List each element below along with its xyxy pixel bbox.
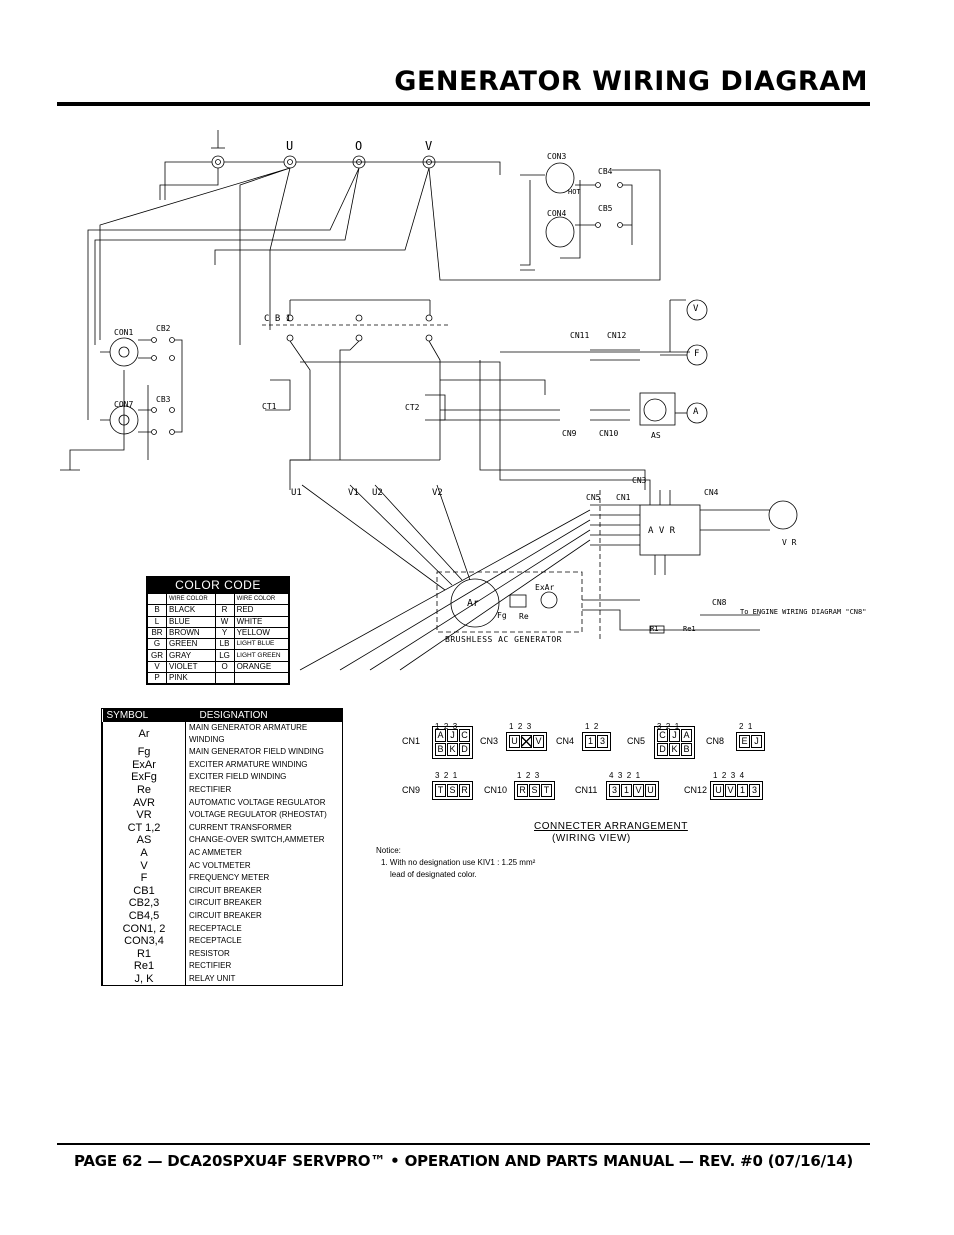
- symbol-row: [103, 834, 343, 847]
- label-cb2: CB2: [156, 324, 171, 333]
- connector-housing: [606, 781, 659, 800]
- label-cb1: C B 1: [264, 314, 292, 324]
- connector-arrangement-subtitle: (WIRING VIEW): [552, 833, 631, 844]
- label-v2: V2: [432, 488, 443, 498]
- symbol-cell: ExAr: [103, 759, 186, 772]
- color-row: BR BROWN Y YELLOW: [148, 627, 289, 638]
- connector-name: CN9: [402, 785, 421, 795]
- connector-pin: 1: [621, 784, 632, 797]
- symbol-table: [101, 708, 343, 986]
- connector-name: CN10: [484, 785, 508, 795]
- connector-pin: K: [447, 743, 458, 756]
- label-v1: V1: [348, 488, 359, 498]
- symbol-cell: ExFg: [103, 771, 186, 784]
- label-cb4: CB4: [598, 167, 613, 176]
- connector-pin: J: [669, 729, 680, 742]
- connector-pin: S: [529, 784, 540, 797]
- connector-pin: R: [459, 784, 470, 797]
- connector-pin: 1: [585, 735, 596, 748]
- designation-cell: RECTIFIER: [186, 960, 343, 973]
- connector-pin: V: [633, 784, 644, 797]
- footer-rule: [57, 1143, 870, 1145]
- connector-pin: 3: [597, 735, 608, 748]
- notice-line-1: 1. With no designation use KIV1 : 1.25 mm²: [381, 858, 536, 867]
- label-cn10: CN10: [599, 429, 619, 438]
- symbol-row: [103, 948, 343, 961]
- symbol-row: [103, 897, 343, 910]
- color-row: B BLACK R RED: [148, 605, 289, 616]
- label-exar: ExAr: [535, 583, 555, 592]
- label-cn4: CN4: [704, 488, 719, 497]
- symbol-cell: CB4,5: [103, 910, 186, 923]
- connector-name: CN4: [556, 736, 575, 746]
- connector-pin-numbers: 4 3 2 1: [609, 771, 641, 780]
- label-ar: Ar: [467, 598, 480, 609]
- connector-pin: V: [725, 784, 736, 797]
- page-title: GENERATOR WIRING DIAGRAM: [394, 66, 868, 97]
- connector-pin: U: [645, 784, 656, 797]
- wire-color-header: WIRE COLOR: [167, 594, 216, 605]
- designation-cell: CIRCUIT BREAKER: [186, 910, 343, 923]
- label-cn11: CN11: [570, 331, 590, 340]
- label-u2: U2: [372, 488, 383, 498]
- symbol-cell: J, K: [103, 973, 186, 986]
- connector-pin-numbers: 2 1: [739, 722, 753, 731]
- designation-cell: EXCITER FIELD WINDING: [186, 771, 343, 784]
- designation-cell: CURRENT TRANSFORMER: [186, 822, 343, 835]
- designation-cell: RESISTOR: [186, 948, 343, 961]
- designation-cell: MAIN GENERATOR FIELD WINDING: [186, 746, 343, 759]
- color-row: V VIOLET O ORANGE: [148, 661, 289, 672]
- color-code-title: COLOR CODE: [147, 577, 289, 593]
- connector-pin: C: [459, 729, 470, 742]
- label-cn9: CN9: [562, 429, 577, 438]
- designation-cell: RECEPTACLE: [186, 922, 343, 935]
- designation-cell: CIRCUIT BREAKER: [186, 885, 343, 898]
- designation-cell: RECEPTACLE: [186, 935, 343, 948]
- label-avr: A V R: [648, 526, 676, 536]
- label-meter-a: A: [693, 407, 699, 417]
- symbol-cell: VR: [103, 809, 186, 822]
- label-meter-f: F: [694, 349, 700, 359]
- connector-housing: [506, 732, 547, 751]
- symbol-cell: Re1: [103, 960, 186, 973]
- connector-housing: [654, 726, 695, 759]
- connector-pin: B: [435, 743, 446, 756]
- connector-pin-numbers: 1 2: [585, 722, 599, 731]
- designation-cell: CHANGE-OVER SWITCH,AMMETER: [186, 834, 343, 847]
- page-footer: PAGE 62 — DCA20SPXU4F SERVPRO™ • OPERATION AND PARTS MANUAL — REV. #0 (07/16/14): [73, 1152, 854, 1170]
- label-cb5: CB5: [598, 204, 613, 213]
- label-vr: V R: [782, 538, 797, 547]
- label-con7: CON7: [114, 400, 134, 409]
- connector-pin: U: [509, 735, 520, 748]
- label-con3: CON3: [547, 152, 567, 161]
- symbol-cell: AVR: [103, 796, 186, 809]
- color-row: P PINK: [148, 673, 289, 684]
- connector-pin: R: [517, 784, 528, 797]
- connector-pin: 3: [609, 784, 620, 797]
- symbol-cell: Fg: [103, 746, 186, 759]
- symbol-row: [103, 722, 343, 746]
- connector-housing: [514, 781, 555, 800]
- symbol-row: [103, 973, 343, 986]
- color-row: L BLUE W WHITE: [148, 616, 289, 627]
- connector-name: CN8: [706, 736, 725, 746]
- connector-pin-numbers: 1 2 3: [509, 722, 532, 731]
- symbol-header: SYMBOL: [103, 709, 186, 722]
- connector-pin: U: [713, 784, 724, 797]
- symbol-row: [103, 960, 343, 973]
- color-code-table: [146, 576, 290, 685]
- symbol-row: [103, 885, 343, 898]
- connector-housing: [736, 732, 765, 751]
- label-ct2: CT2: [405, 403, 420, 412]
- connector-pin: K: [669, 743, 680, 756]
- symbol-row: [103, 796, 343, 809]
- connector-housing: [432, 781, 473, 800]
- wire-color-header: WIRE COLOR: [234, 594, 288, 605]
- symbol-row: [103, 922, 343, 935]
- label-meter-v: V: [693, 304, 699, 314]
- notice-title: Notice:: [376, 846, 401, 855]
- connector-pin: 1: [737, 784, 748, 797]
- symbol-row: [103, 784, 343, 797]
- connector-pin: J: [751, 735, 762, 748]
- connector-pin: T: [435, 784, 446, 797]
- designation-cell: FREQUENCY METER: [186, 872, 343, 885]
- connector-pin: D: [657, 743, 668, 756]
- symbol-row: [103, 910, 343, 923]
- connector-housing: [582, 732, 611, 751]
- symbol-cell: R1: [103, 948, 186, 961]
- label-re1: Re1: [683, 625, 696, 633]
- symbol-cell: CON3,4: [103, 935, 186, 948]
- designation-cell: MAIN GENERATOR ARMATURE WINDING: [186, 722, 343, 746]
- connector-pin: [521, 735, 532, 748]
- connector-name: CN3: [480, 736, 499, 746]
- label-cn5: CN5: [586, 493, 601, 502]
- symbol-row: [103, 822, 343, 835]
- designation-cell: RELAY UNIT: [186, 973, 343, 986]
- label-cn1: CN1: [616, 493, 631, 502]
- connector-pin: E: [739, 735, 750, 748]
- connector-name: CN12: [684, 785, 708, 795]
- notice-line-2: lead of designated color.: [390, 870, 477, 879]
- connector-housing: [432, 726, 473, 759]
- label-cn8: CN8: [712, 598, 727, 607]
- connector-pin-numbers: 1 2 3: [435, 722, 458, 731]
- designation-cell: RECTIFIER: [186, 784, 343, 797]
- connector-name: CN5: [627, 736, 646, 746]
- label-ct1: CT1: [262, 402, 277, 411]
- connector-pin: S: [447, 784, 458, 797]
- label-engine-ref: To ENGINE WIRING DIAGRAM "CN8": [740, 608, 867, 616]
- label-cn12: CN12: [607, 331, 627, 340]
- color-row: GR GRAY LG LIGHT GREEN: [148, 650, 289, 661]
- symbol-cell: A: [103, 847, 186, 860]
- designation-cell: AC AMMETER: [186, 847, 343, 860]
- designation-cell: CIRCUIT BREAKER: [186, 897, 343, 910]
- connector-pin: D: [459, 743, 470, 756]
- symbol-row: [103, 746, 343, 759]
- connector-pin: A: [435, 729, 446, 742]
- connector-pin: V: [533, 735, 544, 748]
- label-re: Re: [519, 612, 529, 621]
- designation-cell: EXCITER ARMATURE WINDING: [186, 759, 343, 772]
- connector-name: CN1: [402, 736, 421, 746]
- connector-pin-numbers: 3 2 1: [435, 771, 458, 780]
- connector-pin: T: [541, 784, 552, 797]
- symbol-cell: CON1, 2: [103, 922, 186, 935]
- designation-header: DESIGNATION: [186, 709, 343, 722]
- symbol-row: [103, 859, 343, 872]
- label-o: O: [355, 139, 363, 153]
- symbol-cell: F: [103, 872, 186, 885]
- color-row: G GREEN LB LIGHT BLUE: [148, 639, 289, 650]
- notice: [376, 845, 535, 881]
- symbol-cell: AS: [103, 834, 186, 847]
- connector-pin-numbers: 1 2 3: [517, 771, 540, 780]
- label-hot: HOT: [568, 188, 581, 196]
- connector-name: CN11: [575, 785, 598, 795]
- label-brushless: BRUSHLESS AC GENERATOR: [445, 635, 562, 644]
- label-u1: U1: [291, 488, 302, 498]
- connector-housing: [710, 781, 763, 800]
- symbol-row: [103, 872, 343, 885]
- symbol-row: [103, 809, 343, 822]
- symbol-cell: Re: [103, 784, 186, 797]
- label-u: U: [286, 139, 294, 153]
- label-v: V: [425, 139, 433, 153]
- label-r1: R1: [650, 625, 659, 633]
- connector-pin-numbers: 3 2 1: [657, 722, 680, 731]
- connector-pin: C: [657, 729, 668, 742]
- label-as: AS: [651, 431, 661, 440]
- label-fg: Fg: [497, 611, 507, 620]
- symbol-cell: V: [103, 859, 186, 872]
- symbol-cell: CB1: [103, 885, 186, 898]
- connector-pin: J: [447, 729, 458, 742]
- designation-cell: AC VOLTMETER: [186, 859, 343, 872]
- label-con4: CON4: [547, 209, 567, 218]
- connector-arrangement-title: CONNECTER ARRANGEMENT: [534, 821, 688, 832]
- symbol-cell: CT 1,2: [103, 822, 186, 835]
- symbol-row: [103, 759, 343, 772]
- connector-pin: B: [681, 743, 692, 756]
- symbol-row: [103, 935, 343, 948]
- symbol-row: [103, 771, 343, 784]
- symbol-row: [103, 847, 343, 860]
- connector-pin: A: [681, 729, 692, 742]
- symbol-cell: Ar: [103, 722, 186, 746]
- connector-pin-numbers: 1 2 3 4: [713, 771, 745, 780]
- label-con1: CON1: [114, 328, 134, 337]
- designation-cell: VOLTAGE REGULATOR (RHEOSTAT): [186, 809, 343, 822]
- connector-pin: 3: [749, 784, 760, 797]
- designation-cell: AUTOMATIC VOLTAGE REGULATOR: [186, 796, 343, 809]
- label-cb3: CB3: [156, 395, 171, 404]
- symbol-cell: CB2,3: [103, 897, 186, 910]
- label-cn3: CN3: [632, 476, 647, 485]
